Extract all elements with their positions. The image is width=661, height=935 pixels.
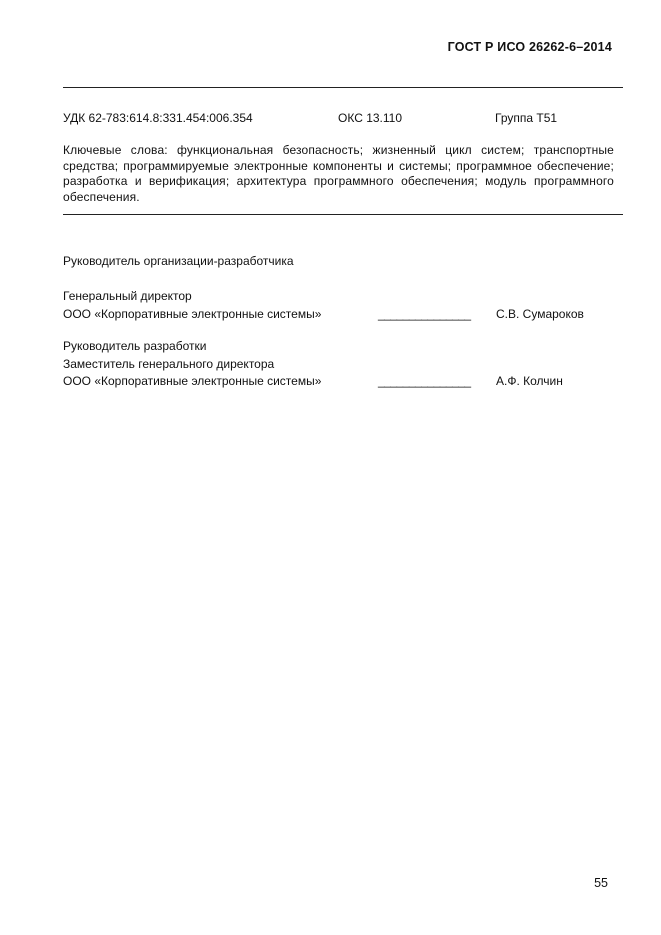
top-divider [63, 87, 623, 88]
page-number: 55 [594, 876, 608, 890]
signatory-organization-row [63, 373, 623, 391]
classification-row [63, 111, 623, 127]
signatory-organization: ООО «Корпоративные электронные системы» [63, 374, 322, 388]
signatory-organization-row [63, 306, 623, 324]
signatory-name: С.В. Сумароков [496, 306, 584, 321]
signatory-name: А.Ф. Колчин [496, 374, 563, 388]
signatory-role: Руководитель разработки [63, 339, 207, 353]
signatory-block-1 [63, 288, 623, 323]
bottom-divider [63, 214, 623, 215]
signatory-position: Заместитель генерального директора [63, 356, 275, 371]
group-code: Группа Т51 [495, 111, 558, 125]
developer-heading: Руководитель организации-разработчика [63, 254, 294, 268]
developer-heading-block [63, 253, 623, 271]
signature-line: _______________ [378, 374, 471, 388]
signatory-organization: ООО «Корпоративные электронные системы» [63, 306, 322, 321]
udk-code: УДК 62-783:614.8:331.454:006.354 [63, 111, 253, 125]
oks-code: ОКС 13.110 [338, 111, 403, 125]
standard-code: ГОСТ Р ИСО 26262-6–2014 [447, 40, 612, 54]
signature-line: _______________ [378, 306, 471, 321]
signatory-position: Генеральный директор [63, 289, 192, 303]
signatory-block-2 [63, 338, 623, 391]
keywords-paragraph: Ключевые слова: функциональная безопасность; жизненный цикл систем; транспортные средства; программируемые электронные компоненты и системы; программное обеспечение; разработка и верификация; архитектура программного обеспечения; модуль программного обеспечения. [63, 143, 614, 204]
